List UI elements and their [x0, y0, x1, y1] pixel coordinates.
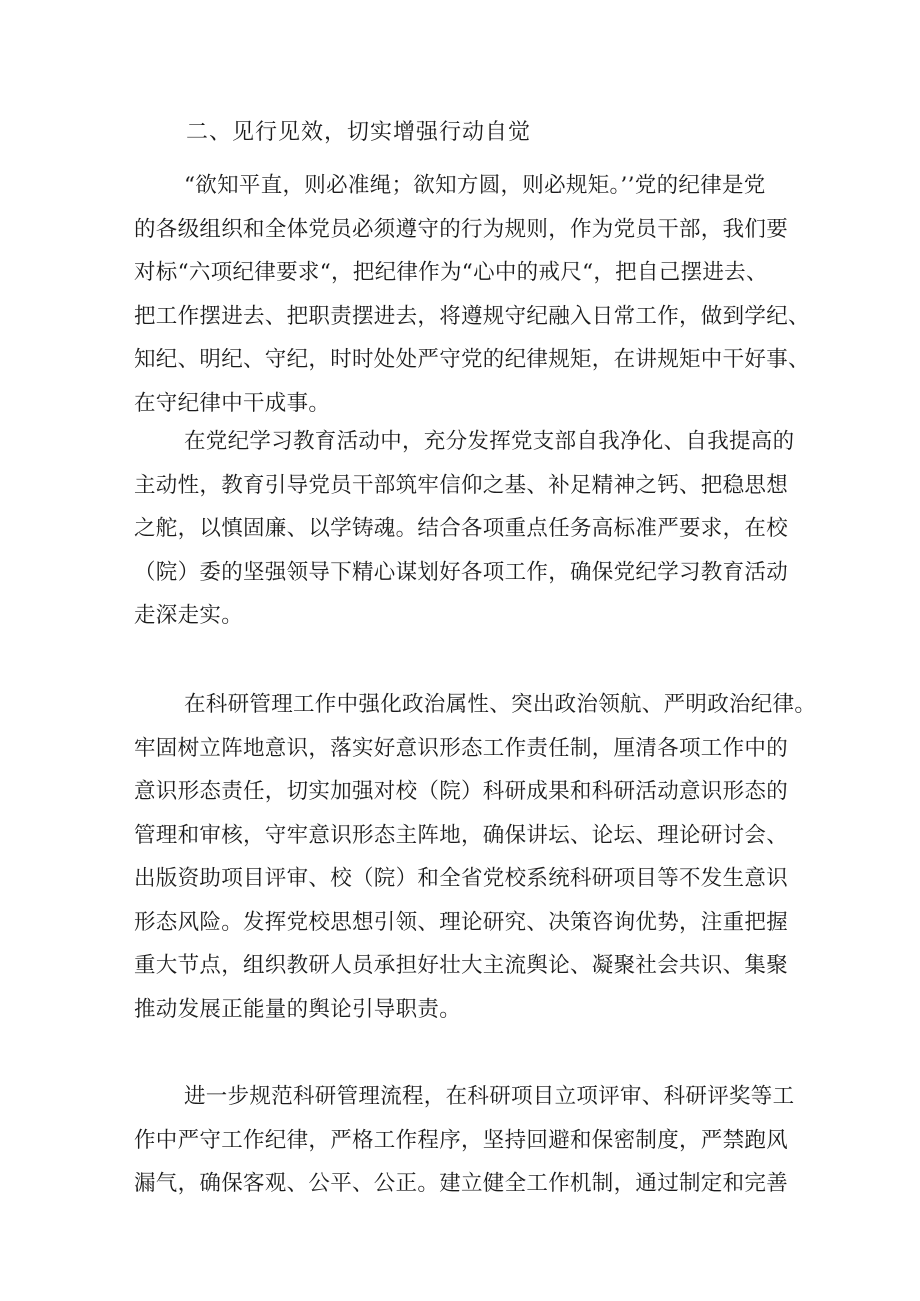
paragraph-line: 在守纪律中干成事。: [134, 390, 331, 416]
paragraph-line: 作中严守工作纪律，严格工作程序，坚持回避和保密制度，严禁跑风: [134, 1127, 789, 1153]
section-heading: 二、见行见效，切实增强行动自觉: [186, 120, 532, 145]
paragraph-line: 把工作摆进去、把职责摆进去，将遵规守纪融入日常工作，做到学纪、: [134, 303, 810, 329]
paragraph-line: 的各级组织和全体党员必须遵守的行为规则，作为党员干部，我们要: [134, 216, 789, 242]
paragraph-discipline-rules: [134, 164, 814, 425]
paragraph-line: 出版资助项目评审、校（院）和全省党校系统科研项目等不发生意识: [134, 866, 789, 891]
paragraph-line: 走深走实。: [134, 603, 244, 628]
paragraph-line: 重大节点，组织教研人员承担好壮大主流舆论、凝聚社会共识、集聚: [134, 953, 789, 978]
paragraph-line: 主动性，教育引导党员干部筑牢信仰之基、补足精神之钙、把稳思想: [134, 472, 789, 498]
paragraph-line: 漏气，确保客观、公平、公正。建立健全工作机制，通过制定和完善: [134, 1171, 789, 1196]
paragraph-research-management: [134, 683, 817, 1031]
paragraph-line: 牢固树立阵地意识，落实好意识形态工作责任制，厘清各项工作中的: [134, 735, 789, 761]
paragraph-line: 对标“六项纪律要求“，把纪律作为“心中的戒尺“，把自己摆进去、: [134, 260, 768, 285]
paragraph-line: （院）委的坚强领导下精心谋划好各项工作，确保党纪学习教育活动: [134, 559, 789, 585]
paragraph-line: 管理和审核，守牢意识形态主阵地，确保讲坛、论坛、理论研讨会、: [134, 822, 789, 848]
paragraph-line: “欲知平直，则必准绳；欲知方圆，则必规矩。’’党的纪律是党: [184, 173, 766, 198]
paragraph-line: 形态风险。发挥党校思想引领、理论研究、决策咨询优势，注重把握: [134, 909, 789, 935]
paragraph-line: 推动发展正能量的舆论引导职责。: [134, 996, 462, 1022]
paragraph-process-standardization: [134, 1075, 814, 1206]
paragraph-line: 在党纪学习教育活动中，充分发挥党支部自我净化、自我提高的: [184, 429, 795, 454]
paragraph-education-activity: [134, 420, 814, 638]
paragraph-line: 意识形态责任，切实加强对校（院）科研成果和科研活动意识形态的: [134, 779, 789, 804]
paragraph-line: 进一步规范科研管理流程，在科研项目立项评审、科研评奖等工: [184, 1084, 795, 1109]
paragraph-line: 知纪、明纪、守纪，时时处处严守党的纪律规矩，在讲规矩中干好事、: [134, 347, 810, 372]
paragraph-line: 之舵，以慎固廉、以学铸魂。结合各项重点任务高标准严要求，在校: [134, 516, 789, 541]
paragraph-line: 在科研管理工作中强化政治属性、突出政治领航、严明政治纪律。: [184, 692, 817, 717]
